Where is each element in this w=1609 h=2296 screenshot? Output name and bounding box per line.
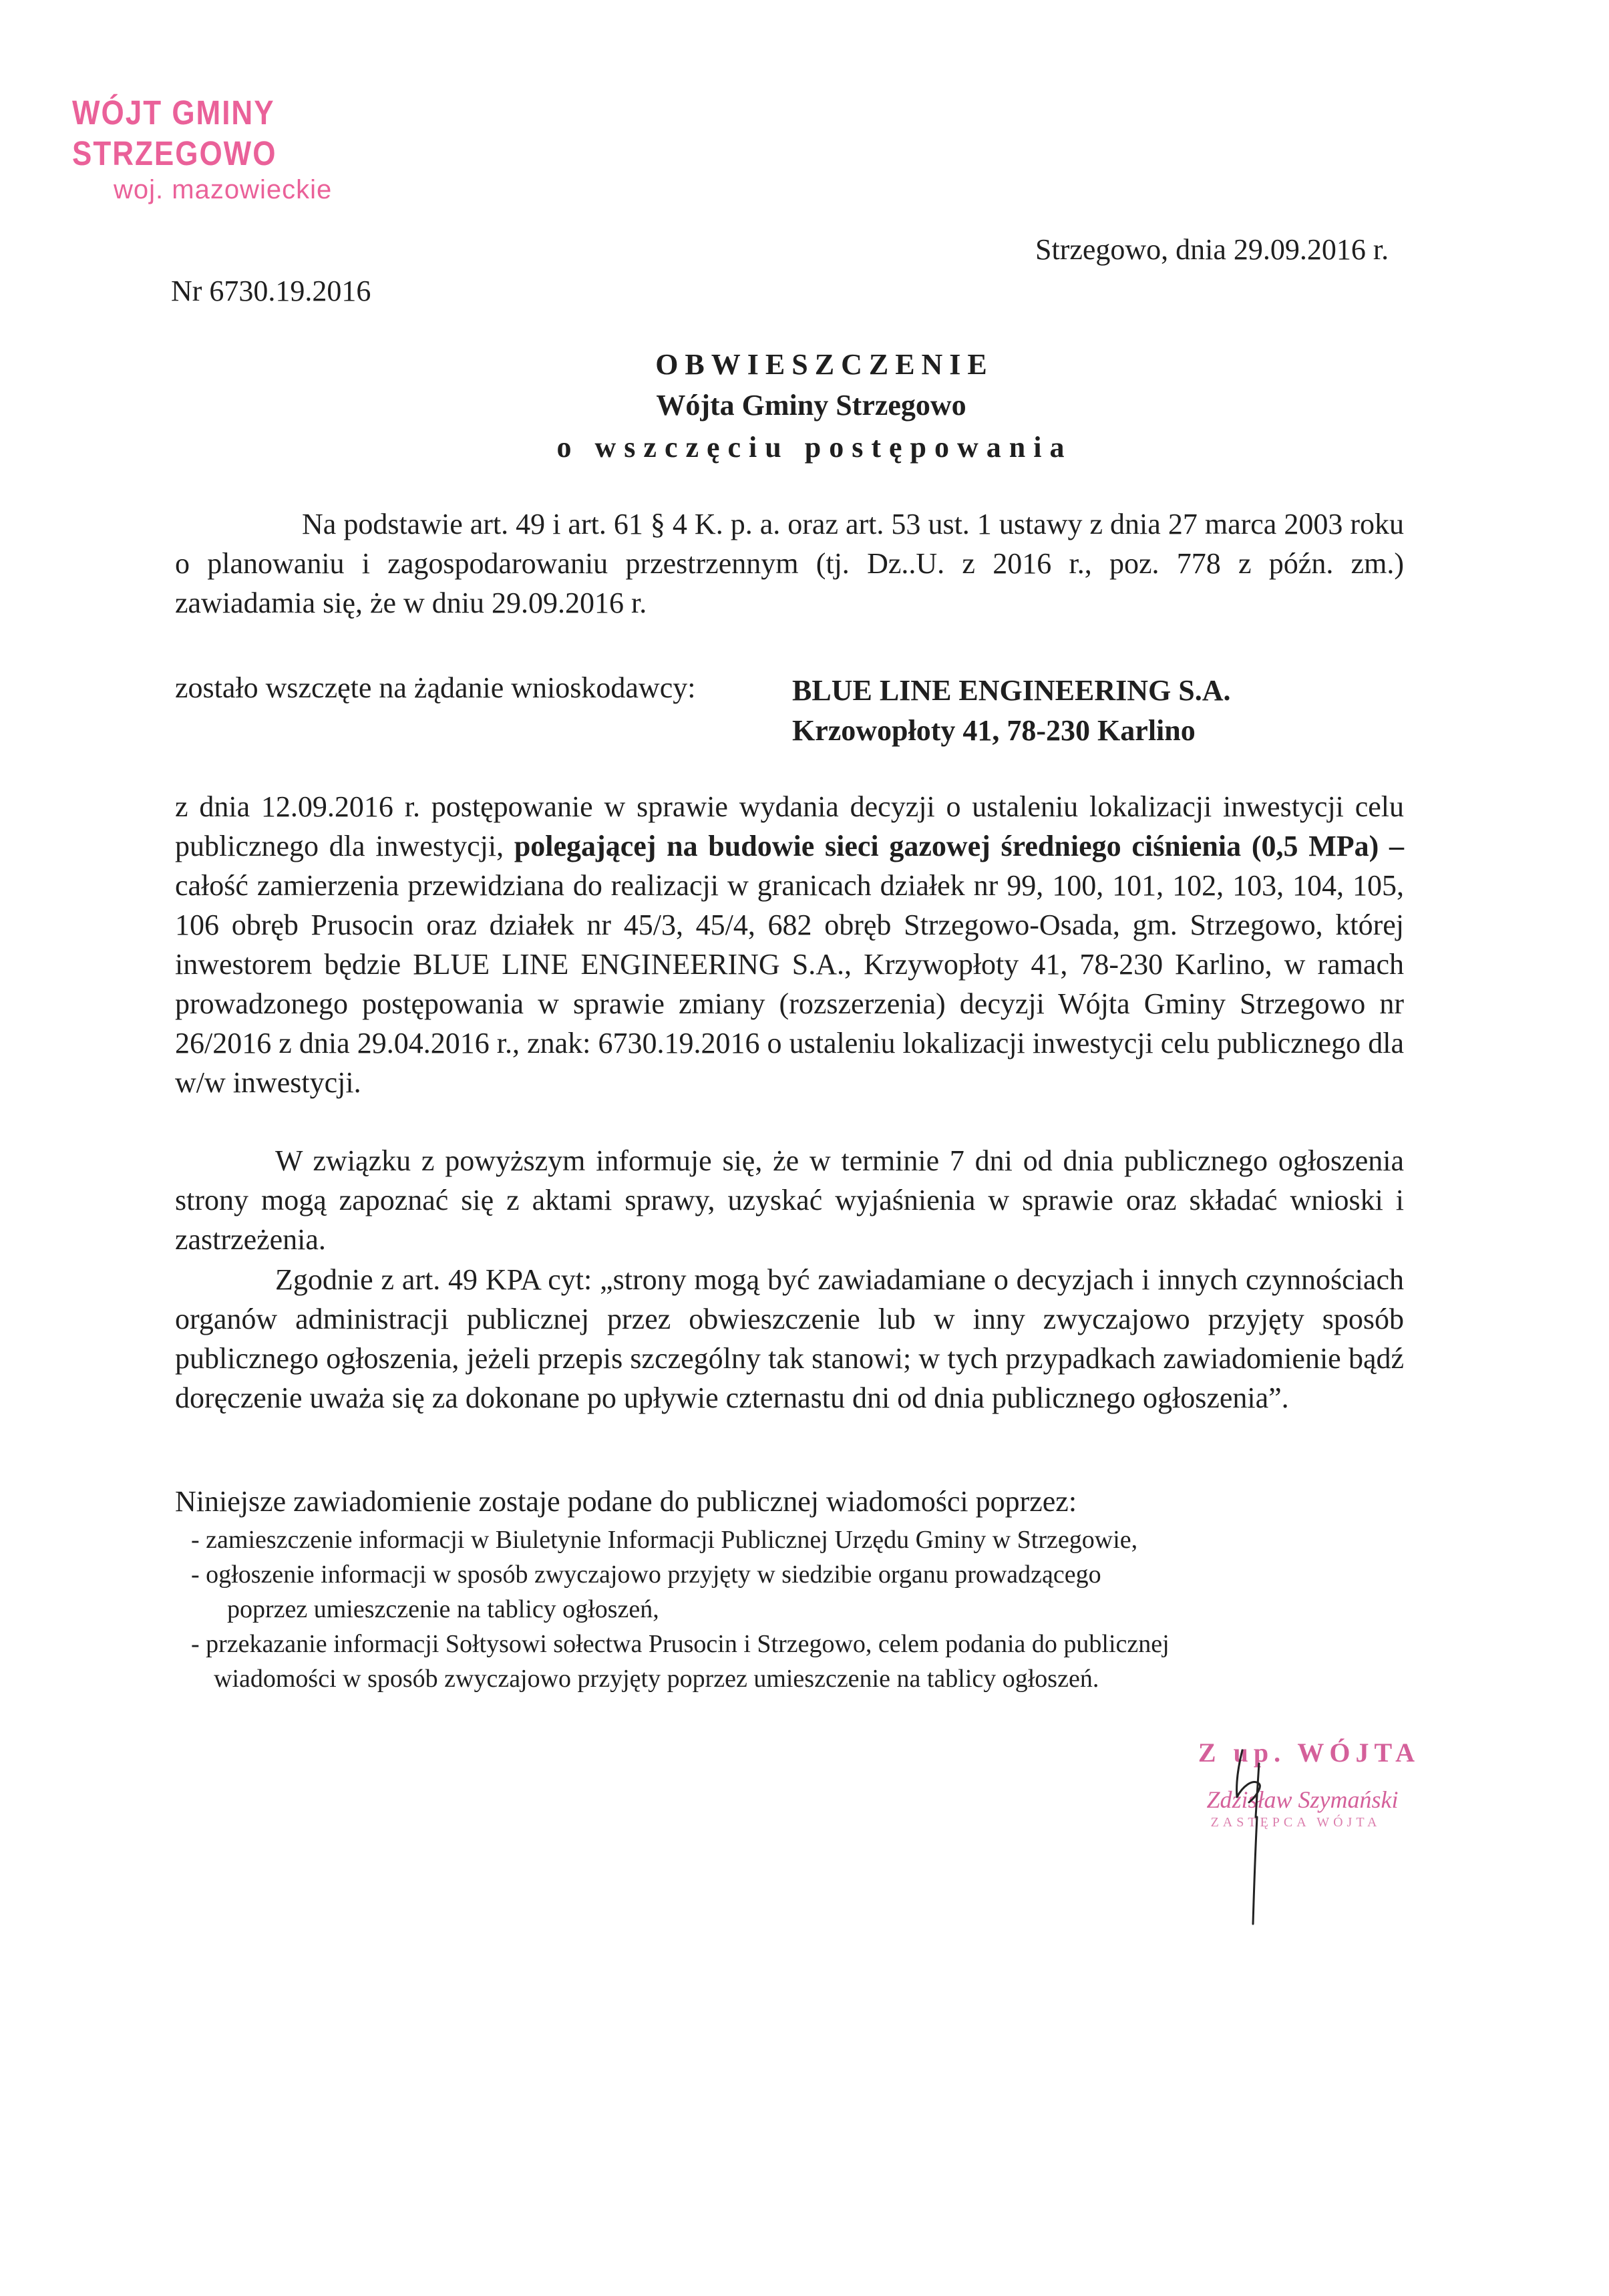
- applicant-block: [792, 671, 1231, 751]
- applicant-label: zostało wszczęte na żądanie wnioskodawcy:: [175, 671, 696, 704]
- list-item-line1: - ogłoszenie informacji w sposób zwyczajowo przyjęty w siedzibie organu prowadzącego: [191, 1561, 1101, 1589]
- handwritten-signature: [1202, 1724, 1309, 1937]
- paragraph-legal-basis-text: Na podstawie art. 49 i art. 61 § 4 K. p. a. oraz art. 53 ust. 1 ustawy z dnia 27 marca 2003 roku o planowaniu i zagospodarowaniu przestrzennym (tj. Dz..U. z 2016 r., poz. 778 z późn. zm.) zawiadamia się, że w dniu 29.09.2016 r.: [175, 508, 1404, 619]
- publication-list: [175, 1522, 1417, 1696]
- paragraph-proceeding-part1: z dnia 12.09.2016 r. postępowanie w sprawie wydania decyzji o ustaleniu lokalizacji inwestycji celu publicznego dla inwestycji,: [175, 790, 1404, 862]
- paragraph-proceeding-part2: całość zamierzenia przewidziana do realizacji w granicach działek nr 99, 100, 101, 102, 103, 104, 105, 106 obręb Prusocin oraz działek nr 45/3, 45/4, 682 obręb Strzegowo-Osada, gm. Strzegowo, której inwestorem będzie BLUE LINE ENGINEERING S.A., Krzywopłoty 41, 78-230 Karlino, w ramach prowadzonego postępowania w sprawie zmiany (rozszerzenia) decyzji Wójta Gminy Strzegowo nr 26/2016 z dnia 29.04.2016 r., znak: 6730.19.2016 o ustaleniu lokalizacji inwestycji celu publicznego dla w/w inwestycji.: [175, 869, 1404, 1099]
- paragraph-kpa-quote: Zgodnie z art. 49 KPA cyt: „strony mogą być zawiadamiane o decyzjach i innych czynnościach organów administracji publicznej przez obwieszczenie lub w inny zwyczajowo przyjęty sposób publicznego ogłoszenia, jeżeli przepis szczególny tak stanowi; w tych przypadkach zawiadomienie bądź doręczenie uważa się za dokonane po upływie czternastu dni od dnia publicznego ogłoszenia”.: [175, 1263, 1404, 1414]
- title-line2: Wójta Gminy Strzegowo: [656, 389, 966, 422]
- title-line3: o wszczęciu postępowania: [556, 431, 1073, 464]
- list-item-line1: - zamieszczenie informacji w Biuletynie Informacji Publicznej Urzędu Gminy w Strzegowie,: [191, 1526, 1138, 1554]
- list-item: [191, 1627, 1417, 1696]
- document-date: Strzegowo, dnia 29.09.2016 r.: [1035, 233, 1389, 266]
- reference-number: Nr 6730.19.2016: [171, 275, 371, 307]
- publication-notice: [175, 1484, 1417, 1696]
- list-item-line2: wiadomości w sposób zwyczajowo przyjęty poprzez umieszczenie na tablicy ogłoszeń.: [214, 1665, 1099, 1693]
- office-stamp-line2: woj. mazowieckie: [114, 174, 333, 204]
- signature-stamp-line3: ZASTĘPCA WÓJTA: [1210, 1815, 1381, 1830]
- signature-stamp-line2: Zdzisław Szymański: [1206, 1786, 1399, 1813]
- paragraph-proceeding: [175, 787, 1404, 1102]
- list-item: [191, 1557, 1417, 1627]
- applicant-name: BLUE LINE ENGINEERING S.A.: [792, 674, 1231, 707]
- document-title: [0, 347, 1609, 464]
- list-item: [191, 1522, 1417, 1557]
- applicant-address: Krzowopłoty 41, 78-230 Karlino: [792, 714, 1196, 747]
- office-stamp: [72, 94, 393, 206]
- office-stamp-line1: WÓJT GMINY STRZEGOWO: [72, 94, 277, 173]
- paragraph-legal-basis: [175, 504, 1404, 623]
- paragraph-deadline: W związku z powyższym informuje się, że w terminie 7 dni od dnia publicznego ogłoszenia strony mogą zapoznać się z aktami sprawy, uzyskać wyjaśnienia w sprawie oraz składać wnioski i zastrzeżenia.: [175, 1144, 1404, 1256]
- signature-stamp-line1: Z up. WÓJTA: [1198, 1738, 1421, 1768]
- list-item-line1: - przekazanie informacji Sołtysowi sołectwa Prusocin i Strzegowo, celem podania do publicznej: [191, 1630, 1170, 1658]
- title-line1: OBWIESZCZENIE: [655, 348, 994, 381]
- paragraph-proceeding-bold: polegającej na budowie sieci gazowej średniego ciśnienia (0,5 MPa) –: [514, 830, 1404, 862]
- publication-intro: Niniejsze zawiadomienie zostaje podane do publicznej wiadomości poprzez:: [175, 1485, 1077, 1518]
- list-item-line2: poprzez umieszczenie na tablicy ogłoszeń,: [227, 1595, 659, 1623]
